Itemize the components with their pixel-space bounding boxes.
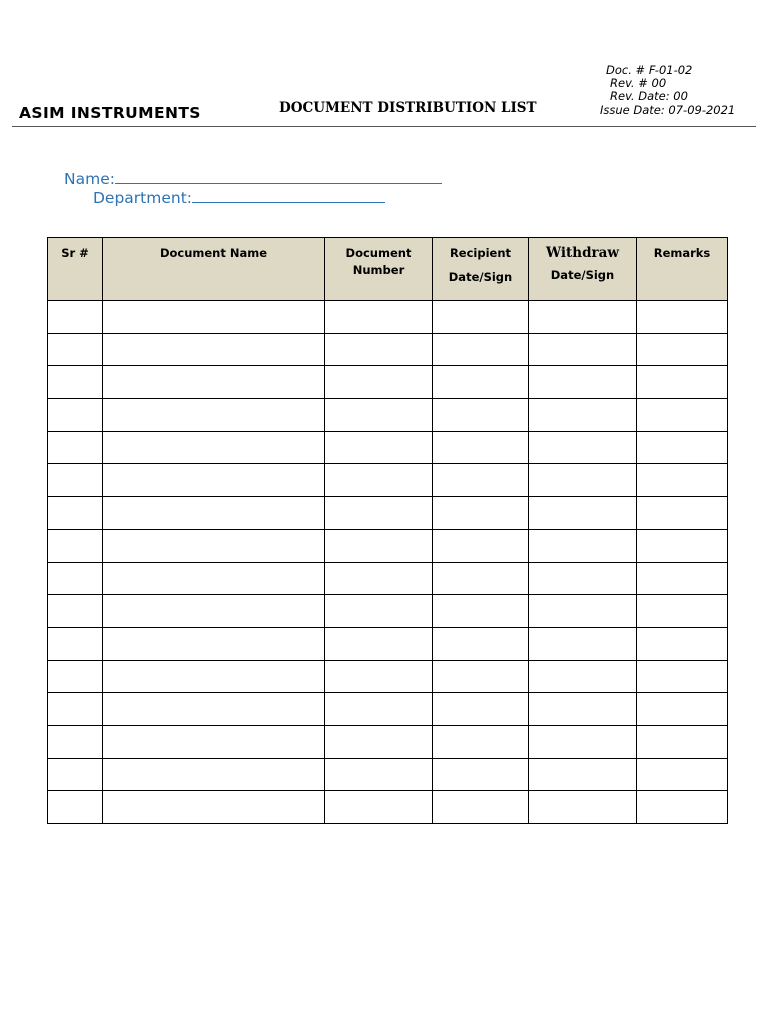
remarks-cell[interactable] bbox=[637, 333, 728, 366]
sr-cell[interactable] bbox=[48, 301, 103, 334]
withdraw-cell[interactable] bbox=[529, 693, 637, 726]
table-row bbox=[48, 301, 728, 334]
table-row bbox=[48, 399, 728, 432]
recipient-cell[interactable] bbox=[433, 725, 529, 758]
sr-cell[interactable] bbox=[48, 366, 103, 399]
document-number-cell[interactable] bbox=[325, 627, 433, 660]
remarks-cell[interactable] bbox=[637, 301, 728, 334]
document-number-cell[interactable] bbox=[325, 464, 433, 497]
withdraw-cell[interactable] bbox=[529, 627, 637, 660]
col-header-withdraw: Withdraw Date/Sign bbox=[529, 238, 637, 301]
document-name-cell[interactable] bbox=[103, 562, 325, 595]
withdraw-cell[interactable] bbox=[529, 595, 637, 628]
name-blank-line[interactable] bbox=[115, 171, 442, 184]
document-number-cell[interactable] bbox=[325, 529, 433, 562]
document-number-cell[interactable] bbox=[325, 595, 433, 628]
table-row bbox=[48, 660, 728, 693]
col-header-remarks: Remarks bbox=[637, 238, 728, 301]
name-label: Name: bbox=[64, 170, 115, 188]
remarks-cell[interactable] bbox=[637, 758, 728, 791]
col-header-document-name: Document Name bbox=[103, 238, 325, 301]
remarks-cell[interactable] bbox=[637, 366, 728, 399]
name-field[interactable] bbox=[64, 170, 442, 188]
recipient-cell[interactable] bbox=[433, 301, 529, 334]
sr-cell[interactable] bbox=[48, 660, 103, 693]
company-name: ASIM INSTRUMENTS bbox=[19, 104, 201, 122]
document-name-cell[interactable] bbox=[103, 627, 325, 660]
table-row bbox=[48, 529, 728, 562]
withdraw-cell[interactable] bbox=[529, 660, 637, 693]
sr-cell[interactable] bbox=[48, 627, 103, 660]
remarks-cell[interactable] bbox=[637, 431, 728, 464]
document-name-cell[interactable] bbox=[103, 660, 325, 693]
table-header-row bbox=[48, 238, 728, 301]
sr-cell[interactable] bbox=[48, 464, 103, 497]
header-divider bbox=[12, 126, 756, 127]
table-row bbox=[48, 497, 728, 530]
table-row bbox=[48, 464, 728, 497]
table-row bbox=[48, 791, 728, 824]
recipient-cell[interactable] bbox=[433, 562, 529, 595]
document-number-cell[interactable] bbox=[325, 693, 433, 726]
document-number-cell[interactable] bbox=[325, 758, 433, 791]
recipient-cell[interactable] bbox=[433, 333, 529, 366]
sr-cell[interactable] bbox=[48, 595, 103, 628]
document-title: DOCUMENT DISTRIBUTION LIST bbox=[279, 100, 537, 116]
document-meta bbox=[600, 64, 735, 117]
department-field[interactable] bbox=[93, 189, 385, 207]
col-header-recipient: Recipient Date/Sign bbox=[433, 238, 529, 301]
withdraw-cell[interactable] bbox=[529, 791, 637, 824]
document-number-cell[interactable] bbox=[325, 333, 433, 366]
document-name-cell[interactable] bbox=[103, 497, 325, 530]
remarks-cell[interactable] bbox=[637, 529, 728, 562]
recipient-cell[interactable] bbox=[433, 497, 529, 530]
sr-cell[interactable] bbox=[48, 562, 103, 595]
recipient-cell[interactable] bbox=[433, 627, 529, 660]
col-header-sr: Sr # bbox=[48, 238, 103, 301]
sr-cell[interactable] bbox=[48, 693, 103, 726]
document-number-cell[interactable] bbox=[325, 497, 433, 530]
remarks-cell[interactable] bbox=[637, 693, 728, 726]
sr-cell[interactable] bbox=[48, 333, 103, 366]
withdraw-cell[interactable] bbox=[529, 497, 637, 530]
sr-cell[interactable] bbox=[48, 791, 103, 824]
document-name-cell[interactable] bbox=[103, 791, 325, 824]
document-number-cell[interactable] bbox=[325, 399, 433, 432]
recipient-cell[interactable] bbox=[433, 693, 529, 726]
document-name-cell[interactable] bbox=[103, 333, 325, 366]
remarks-cell[interactable] bbox=[637, 725, 728, 758]
remarks-cell[interactable] bbox=[637, 627, 728, 660]
col-header-document-number: Document Number bbox=[325, 238, 433, 301]
sr-cell[interactable] bbox=[48, 725, 103, 758]
remarks-cell[interactable] bbox=[637, 791, 728, 824]
table-row bbox=[48, 758, 728, 791]
table-row bbox=[48, 366, 728, 399]
table-row bbox=[48, 431, 728, 464]
revision-number: Rev. # 00 bbox=[610, 76, 667, 91]
document-name-cell[interactable] bbox=[103, 431, 325, 464]
remarks-cell[interactable] bbox=[637, 562, 728, 595]
remarks-cell[interactable] bbox=[637, 399, 728, 432]
sr-cell[interactable] bbox=[48, 399, 103, 432]
withdraw-cell[interactable] bbox=[529, 464, 637, 497]
table-row bbox=[48, 693, 728, 726]
remarks-cell[interactable] bbox=[637, 497, 728, 530]
document-number-cell[interactable] bbox=[325, 366, 433, 399]
withdraw-cell[interactable] bbox=[529, 399, 637, 432]
sr-cell[interactable] bbox=[48, 497, 103, 530]
recipient-cell[interactable] bbox=[433, 758, 529, 791]
document-number-cell[interactable] bbox=[325, 301, 433, 334]
remarks-cell[interactable] bbox=[637, 660, 728, 693]
recipient-cell[interactable] bbox=[433, 791, 529, 824]
table-row bbox=[48, 725, 728, 758]
document-name-cell[interactable] bbox=[103, 464, 325, 497]
table-row bbox=[48, 333, 728, 366]
withdraw-cell[interactable] bbox=[529, 366, 637, 399]
table-row bbox=[48, 627, 728, 660]
document-name-cell[interactable] bbox=[103, 301, 325, 334]
table-body bbox=[48, 301, 728, 824]
remarks-cell[interactable] bbox=[637, 595, 728, 628]
withdraw-cell[interactable] bbox=[529, 725, 637, 758]
remarks-cell[interactable] bbox=[637, 464, 728, 497]
department-label: Department: bbox=[93, 189, 193, 207]
revision-date: Rev. Date: 00 bbox=[610, 89, 688, 104]
document-number-cell[interactable] bbox=[325, 562, 433, 595]
issue-date: Issue Date: 07-09-2021 bbox=[600, 102, 736, 117]
table-row bbox=[48, 562, 728, 595]
document-number-cell[interactable] bbox=[325, 660, 433, 693]
recipient-cell[interactable] bbox=[433, 660, 529, 693]
withdraw-cell[interactable] bbox=[529, 562, 637, 595]
sr-cell[interactable] bbox=[48, 431, 103, 464]
withdraw-cell[interactable] bbox=[529, 431, 637, 464]
document-name-cell[interactable] bbox=[103, 758, 325, 791]
recipient-cell[interactable] bbox=[433, 529, 529, 562]
withdraw-cell[interactable] bbox=[529, 758, 637, 791]
document-name-cell[interactable] bbox=[103, 366, 325, 399]
withdraw-cell[interactable] bbox=[529, 301, 637, 334]
document-name-cell[interactable] bbox=[103, 725, 325, 758]
document-number-cell[interactable] bbox=[325, 791, 433, 824]
document-name-cell[interactable] bbox=[103, 693, 325, 726]
doc-number: Doc. # F-01-02 bbox=[606, 63, 693, 77]
recipient-cell[interactable] bbox=[433, 366, 529, 399]
document-name-cell[interactable] bbox=[103, 595, 325, 628]
table-row bbox=[48, 595, 728, 628]
distribution-table bbox=[47, 237, 728, 824]
recipient-cell[interactable] bbox=[433, 431, 529, 464]
sr-cell[interactable] bbox=[48, 529, 103, 562]
department-blank-line[interactable] bbox=[192, 190, 385, 203]
document-number-cell[interactable] bbox=[325, 725, 433, 758]
withdraw-cell[interactable] bbox=[529, 529, 637, 562]
recipient-cell[interactable] bbox=[433, 464, 529, 497]
recipient-cell[interactable] bbox=[433, 399, 529, 432]
document-number-cell[interactable] bbox=[325, 431, 433, 464]
document-name-cell[interactable] bbox=[103, 529, 325, 562]
document-name-cell[interactable] bbox=[103, 399, 325, 432]
withdraw-cell[interactable] bbox=[529, 333, 637, 366]
recipient-cell[interactable] bbox=[433, 595, 529, 628]
sr-cell[interactable] bbox=[48, 758, 103, 791]
